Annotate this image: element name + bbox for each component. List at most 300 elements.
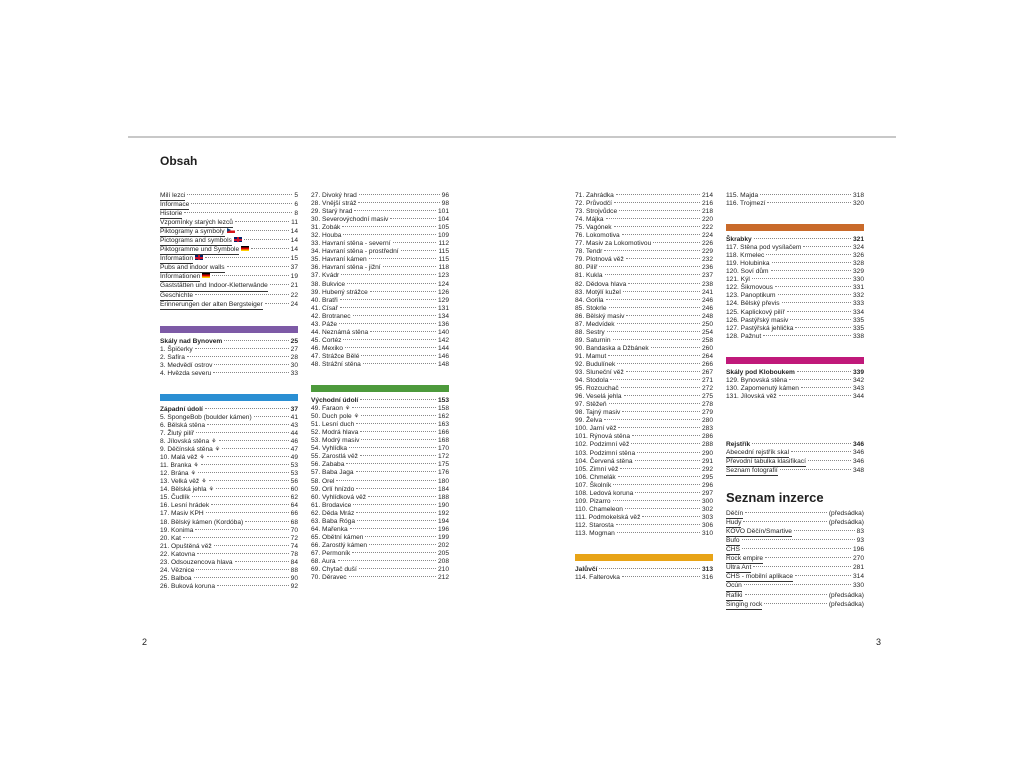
toc-entry-label: Seznam fotografií <box>726 467 778 476</box>
toc-entry[interactable] <box>160 192 298 201</box>
toc-entry[interactable] <box>311 413 449 421</box>
dot-leader <box>613 484 700 485</box>
dot-leader <box>244 239 289 240</box>
toc-entry[interactable] <box>575 208 713 216</box>
toc-entry[interactable] <box>575 574 713 582</box>
toc-entry-label: 28. Vnější stráž <box>311 200 357 208</box>
toc-entry[interactable] <box>575 216 713 224</box>
toc-entry[interactable] <box>311 574 449 582</box>
toc-entry[interactable] <box>575 369 713 377</box>
toc-entry[interactable] <box>160 446 298 454</box>
toc-section-heading[interactable] <box>726 441 864 449</box>
dot-leader <box>619 210 700 211</box>
toc-page-number: 316 <box>701 574 713 582</box>
toc-page-number: 126 <box>437 288 449 296</box>
toc-entry-label: 127. Pastýřská jehlička <box>726 324 794 332</box>
toc-entry[interactable] <box>311 494 449 502</box>
toc-entry[interactable] <box>726 292 864 300</box>
dot-leader <box>626 315 700 316</box>
toc-entry[interactable] <box>726 268 864 276</box>
toc-entry-label: 24. Věznice <box>160 566 195 574</box>
section-color-bar <box>726 224 864 231</box>
toc-entry-label: 44. Neznámá stěna <box>311 328 369 336</box>
toc-entry[interactable] <box>311 264 449 272</box>
toc-entry[interactable] <box>575 498 713 506</box>
toc-entry[interactable] <box>311 297 449 305</box>
toc-section-heading[interactable] <box>575 566 713 574</box>
toc-entry[interactable] <box>575 329 713 337</box>
toc-entry[interactable] <box>311 445 449 453</box>
dot-leader <box>254 416 289 417</box>
toc-entry[interactable] <box>160 543 298 551</box>
toc-page-number: 134 <box>437 312 449 320</box>
toc-entry-label: Rafiki <box>726 592 743 601</box>
toc-entry-label: 51. Lesní duch <box>311 421 355 429</box>
toc-entry-label: 94. Stodola <box>575 377 609 385</box>
toc-entry[interactable] <box>160 246 298 255</box>
toc-entry-label: 122. Šikmovous <box>726 284 773 292</box>
dot-leader <box>345 347 436 348</box>
toc-entry-label: 32. Houba <box>311 232 342 240</box>
toc-entry[interactable] <box>311 429 449 437</box>
dot-leader <box>194 577 289 578</box>
toc-entry[interactable] <box>575 458 713 466</box>
toc-entry[interactable] <box>726 528 864 537</box>
dot-leader <box>608 355 700 356</box>
toc-entry[interactable] <box>575 377 713 385</box>
toc-page-number: 212 <box>437 574 449 582</box>
toc-entry[interactable] <box>575 425 713 433</box>
dot-leader <box>637 452 700 453</box>
dot-leader <box>346 463 436 464</box>
toc-entry-label: 5. SpongeBob (boulder kámen) <box>160 413 252 421</box>
toc-entry[interactable] <box>726 385 864 393</box>
toc-entry[interactable] <box>311 256 449 264</box>
toc-entry[interactable] <box>160 414 298 422</box>
toc-entry[interactable] <box>311 337 449 345</box>
toc-page-number: 196 <box>852 546 864 554</box>
toc-entry[interactable] <box>311 542 449 550</box>
toc-entry[interactable] <box>575 248 713 256</box>
toc-entry[interactable] <box>575 240 713 248</box>
toc-entry[interactable] <box>575 490 713 498</box>
toc-page-number: 210 <box>437 566 449 574</box>
dot-leader <box>370 291 436 292</box>
dot-leader <box>191 203 292 204</box>
page-number-right: 3 <box>876 637 882 647</box>
toc-entry[interactable] <box>160 519 298 527</box>
toc-entry-label: 71. Zahrádka <box>575 192 614 199</box>
toc-entry[interactable] <box>160 567 298 575</box>
toc-entry[interactable] <box>160 292 298 301</box>
toc-entry[interactable] <box>160 559 298 567</box>
dot-leader <box>245 521 288 522</box>
toc-entry-label: 98. Tajný masiv <box>575 409 621 417</box>
toc-entry[interactable] <box>575 353 713 361</box>
toc-entry[interactable] <box>311 534 449 542</box>
dot-leader <box>616 194 700 195</box>
toc-entry[interactable] <box>160 502 298 510</box>
toc-entry-label: 89. Saturnin <box>575 336 611 344</box>
toc-page-number: 105 <box>437 224 449 232</box>
toc-entry[interactable] <box>311 345 449 353</box>
toc-entry-label: Škrabky <box>726 236 752 244</box>
toc-entry[interactable] <box>575 289 713 297</box>
toc-entry[interactable] <box>160 228 298 237</box>
toc-entry[interactable] <box>160 583 298 591</box>
toc-section-heading[interactable] <box>160 406 298 414</box>
toc-entry-label: ČHS <box>726 546 740 555</box>
dot-leader <box>347 283 436 284</box>
toc-page-number: 271 <box>701 377 713 385</box>
toc-entry[interactable] <box>726 449 864 458</box>
toc-page-number: 184 <box>437 485 449 493</box>
toc-entry[interactable] <box>160 454 298 462</box>
toc-entry[interactable] <box>311 313 449 321</box>
dot-leader <box>787 311 851 312</box>
toc-entry[interactable] <box>311 453 449 461</box>
dot-leader <box>794 530 855 531</box>
toc-entry-label: 7. Žlutý pilíř <box>160 429 195 437</box>
dot-leader <box>365 536 436 537</box>
toc-entry[interactable] <box>726 537 864 546</box>
toc-entry[interactable] <box>726 582 864 591</box>
toc-entry-label: Abecední rejstřík skal <box>726 449 789 458</box>
toc-entry[interactable] <box>311 305 449 313</box>
toc-entry-label: 125. Kaplickový pilíř <box>726 308 785 316</box>
toc-entry[interactable] <box>311 200 449 208</box>
toc-entry[interactable] <box>311 526 449 534</box>
toc-entry[interactable] <box>160 370 298 378</box>
toc-entry[interactable] <box>311 361 449 369</box>
toc-entry[interactable] <box>311 289 449 297</box>
toc-entry[interactable] <box>575 433 713 441</box>
dot-leader <box>356 488 436 489</box>
toc-entry-label: 25. Balboa <box>160 574 192 582</box>
dot-leader <box>617 363 700 364</box>
toc-entry-label: 45. Cortéz <box>311 336 342 344</box>
toc-entry-label: Singing rock <box>726 601 762 610</box>
toc-entry[interactable] <box>160 510 298 518</box>
toc-entry[interactable] <box>160 219 298 228</box>
toc-entry[interactable] <box>160 535 298 543</box>
toc-entry[interactable] <box>726 519 864 528</box>
toc-entry[interactable] <box>160 478 298 486</box>
dot-leader <box>622 411 700 412</box>
toc-entry[interactable] <box>311 216 449 224</box>
toc-page-number: 46 <box>290 438 298 446</box>
dot-leader <box>369 258 437 259</box>
climber-icon: ⚘ <box>214 447 221 454</box>
dot-leader <box>349 447 436 448</box>
toc-entry-label: 111. Podmokelská věž <box>575 513 641 521</box>
toc-entry[interactable] <box>160 422 298 430</box>
dot-leader <box>183 537 289 538</box>
toc-entry-label: 124. Bělský převis <box>726 300 780 308</box>
toc-entry[interactable] <box>311 421 449 429</box>
toc-entry[interactable] <box>160 301 298 310</box>
toc-entry-label: KOVO Děčín/Smartive <box>726 528 792 537</box>
toc-entry[interactable] <box>575 417 713 425</box>
toc-entry[interactable] <box>311 353 449 361</box>
toc-entry-label: 92. Budulínek <box>575 360 616 368</box>
dot-leader <box>808 460 851 461</box>
toc-entry[interactable] <box>311 566 449 574</box>
dot-leader <box>356 512 436 513</box>
dot-leader <box>742 539 855 540</box>
toc-entry[interactable] <box>311 550 449 558</box>
toc-entry[interactable] <box>575 256 713 264</box>
toc-entry-label: 130. Zapomenutý kámen <box>726 384 799 392</box>
toc-entry[interactable] <box>160 527 298 535</box>
toc-entry[interactable] <box>160 282 298 291</box>
toc-entry[interactable] <box>160 237 298 246</box>
toc-entry[interactable] <box>311 329 449 337</box>
toc-entry[interactable] <box>726 510 864 519</box>
toc-entry-label: Gaststätten und Indoor-Kletterwände <box>160 282 268 291</box>
toc-entry[interactable] <box>575 361 713 369</box>
toc-page-number: 66 <box>290 510 298 518</box>
dot-leader <box>340 307 436 308</box>
dot-leader <box>782 302 851 303</box>
page-number-left: 2 <box>142 637 148 647</box>
toc-entry[interactable] <box>160 346 298 354</box>
toc-entry-label: Informationen <box>160 273 200 282</box>
dot-leader <box>358 202 439 203</box>
toc-entry[interactable] <box>726 377 864 385</box>
toc-entry[interactable] <box>311 248 449 256</box>
toc-entry-label: 107. Školník <box>575 481 612 489</box>
toc-entry[interactable] <box>311 461 449 469</box>
toc-entry[interactable] <box>726 592 864 601</box>
toc-entry-label: 121. Kýl <box>726 276 750 284</box>
toc-entry-label: 126. Pastýřský masiv <box>726 316 789 324</box>
dot-leader <box>350 528 436 529</box>
toc-entry-label: 47. Strážce Bělé <box>311 352 360 360</box>
toc-entry-label: 12. Brána <box>160 470 189 478</box>
dot-leader <box>626 258 700 259</box>
toc-entry[interactable] <box>575 530 713 538</box>
toc-entry[interactable] <box>726 317 864 325</box>
toc-entry[interactable] <box>311 224 449 232</box>
dot-leader <box>206 512 289 513</box>
toc-entry-label: Ocún <box>726 582 742 591</box>
toc-entry[interactable] <box>160 362 298 370</box>
dot-leader <box>760 194 851 195</box>
toc-entry[interactable] <box>160 430 298 438</box>
toc-entry[interactable] <box>311 405 449 413</box>
toc-entry[interactable] <box>575 297 713 305</box>
toc-entry[interactable] <box>726 300 864 308</box>
toc-entry[interactable] <box>575 305 713 313</box>
dot-leader <box>745 594 827 595</box>
dot-leader <box>626 371 700 372</box>
toc-entry[interactable] <box>311 437 449 445</box>
toc-entry-label: 70. Děravec <box>311 574 347 582</box>
toc-entry[interactable] <box>726 284 864 292</box>
toc-entry-label: 78. Tendr <box>575 248 603 256</box>
dot-leader <box>795 575 851 576</box>
toc-section-heading[interactable] <box>311 397 449 405</box>
dot-leader <box>642 516 700 517</box>
toc-entry-label: 10. Malá věž <box>160 454 198 462</box>
toc-page-number: 241 <box>701 288 713 296</box>
toc-entry[interactable] <box>726 200 864 208</box>
toc-entry[interactable] <box>160 264 298 273</box>
toc-entry[interactable] <box>311 281 449 289</box>
dot-leader <box>635 492 700 493</box>
toc-page-number: 62 <box>290 494 298 502</box>
toc-entry-label: 96. Veselá jehla <box>575 393 622 401</box>
toc-entry[interactable] <box>311 518 449 526</box>
dot-leader <box>767 202 851 203</box>
toc-entry[interactable] <box>575 385 713 393</box>
dot-leader <box>359 194 440 195</box>
toc-entry-label: 75. Vagónek <box>575 224 612 232</box>
toc-entry-label: 15. Čudlík <box>160 494 190 502</box>
toc-entry[interactable] <box>311 272 449 280</box>
toc-entry[interactable] <box>575 264 713 272</box>
toc-entry[interactable] <box>311 478 449 486</box>
toc-page-number: 84 <box>290 558 298 566</box>
toc-entry[interactable] <box>311 192 449 200</box>
toc-entry[interactable] <box>575 345 713 353</box>
toc-entry[interactable] <box>311 510 449 518</box>
toc-entry[interactable] <box>575 450 713 458</box>
dot-leader <box>369 544 436 545</box>
toc-entry[interactable] <box>575 313 713 321</box>
toc-entry[interactable] <box>575 401 713 409</box>
toc-entry[interactable] <box>726 309 864 317</box>
toc-entry[interactable] <box>575 224 713 232</box>
toc-entry[interactable] <box>311 208 449 216</box>
toc-entry[interactable] <box>311 469 449 477</box>
toc-entry[interactable] <box>726 601 864 610</box>
toc-entry[interactable] <box>575 474 713 482</box>
toc-entry[interactable] <box>726 555 864 564</box>
toc-page-number: 291 <box>701 457 713 465</box>
toc-entry[interactable] <box>726 325 864 333</box>
toc-column-1 <box>160 192 298 591</box>
toc-entry[interactable] <box>575 192 713 200</box>
toc-entry[interactable] <box>160 462 298 470</box>
toc-entry[interactable] <box>726 192 864 200</box>
dot-leader <box>744 584 851 585</box>
toc-entry[interactable] <box>575 272 713 280</box>
toc-entry[interactable] <box>160 551 298 559</box>
toc-page-number: 335 <box>852 316 864 324</box>
toc-entry[interactable] <box>575 441 713 449</box>
section-color-bar <box>160 394 298 401</box>
toc-entry[interactable] <box>575 321 713 329</box>
toc-page-number: 8 <box>294 210 298 218</box>
toc-entry[interactable] <box>575 281 713 289</box>
toc-entry-label: 82. Dědova hlava <box>575 280 627 288</box>
toc-entry[interactable] <box>311 232 449 240</box>
toc-entry-label: 115. Majda <box>726 192 759 199</box>
toc-entry[interactable] <box>726 333 864 341</box>
toc-entry-label: 50. Duch pole <box>311 413 352 421</box>
toc-entry[interactable] <box>575 337 713 345</box>
toc-page-number: 310 <box>701 529 713 537</box>
toc-page-number: 321 <box>852 236 864 244</box>
toc-entry[interactable] <box>160 494 298 502</box>
toc-page-number: 296 <box>701 481 713 489</box>
toc-entry[interactable] <box>160 201 298 210</box>
toc-section-heading[interactable] <box>726 236 864 244</box>
toc-entry[interactable] <box>311 240 449 248</box>
dot-leader <box>624 395 700 396</box>
dot-leader <box>775 286 851 287</box>
toc-entry[interactable] <box>726 573 864 582</box>
dot-leader <box>356 471 436 472</box>
toc-entry[interactable] <box>726 393 864 401</box>
toc-entry[interactable] <box>575 466 713 474</box>
toc-entry-label: 72. Průvodčí <box>575 200 613 208</box>
toc-page-number: 266 <box>701 360 713 368</box>
toc-entry[interactable] <box>160 354 298 362</box>
toc-page-number: 267 <box>701 369 713 377</box>
toc-entry[interactable] <box>311 486 449 494</box>
toc-entry[interactable] <box>726 467 864 476</box>
toc-entry-label: Informace <box>160 201 189 210</box>
dot-leader <box>620 468 700 469</box>
toc-entry[interactable] <box>575 506 713 514</box>
toc-entry[interactable] <box>575 482 713 490</box>
toc-entry[interactable] <box>160 438 298 446</box>
toc-section-heading[interactable] <box>726 369 864 377</box>
toc-entry[interactable] <box>160 470 298 478</box>
toc-entry[interactable] <box>160 255 298 264</box>
toc-entry-label: 52. Modrá hlava <box>311 429 359 437</box>
toc-entry-label: 116. Trojmezí <box>726 200 766 208</box>
toc-entry[interactable] <box>726 546 864 555</box>
toc-page-number: 303 <box>701 513 713 521</box>
toc-section-heading[interactable] <box>160 338 298 346</box>
toc-page-number: 237 <box>701 272 713 280</box>
toc-entry[interactable] <box>726 458 864 467</box>
toc-entry-label: 102. Podzimní věž <box>575 441 630 449</box>
toc-entry[interactable] <box>726 244 864 252</box>
dot-leader <box>354 210 436 211</box>
dot-leader <box>613 339 700 340</box>
toc-entry[interactable] <box>160 273 298 282</box>
dot-leader <box>606 218 700 219</box>
toc-entry[interactable] <box>575 232 713 240</box>
dot-leader <box>610 379 700 380</box>
toc-page-number: 14 <box>290 237 298 245</box>
toc-entry[interactable] <box>311 502 449 510</box>
toc-entry-label: 88. Sestry <box>575 328 605 336</box>
dot-leader <box>205 408 289 409</box>
toc-entry[interactable] <box>160 575 298 583</box>
toc-entry[interactable] <box>575 522 713 530</box>
dot-leader <box>184 212 292 213</box>
toc-entry-label: 79. Plotnová věž <box>575 256 624 264</box>
top-rule <box>128 136 896 138</box>
toc-entry-label: Rock empire <box>726 555 763 564</box>
toc-entry[interactable] <box>726 252 864 260</box>
toc-entry[interactable] <box>575 514 713 522</box>
toc-entry[interactable] <box>311 321 449 329</box>
dot-leader <box>219 440 289 441</box>
dot-leader <box>616 524 700 525</box>
toc-entry[interactable] <box>160 210 298 219</box>
toc-entry[interactable] <box>575 393 713 401</box>
toc-entry[interactable] <box>575 200 713 208</box>
toc-entry[interactable] <box>311 558 449 566</box>
dot-leader <box>791 451 851 452</box>
